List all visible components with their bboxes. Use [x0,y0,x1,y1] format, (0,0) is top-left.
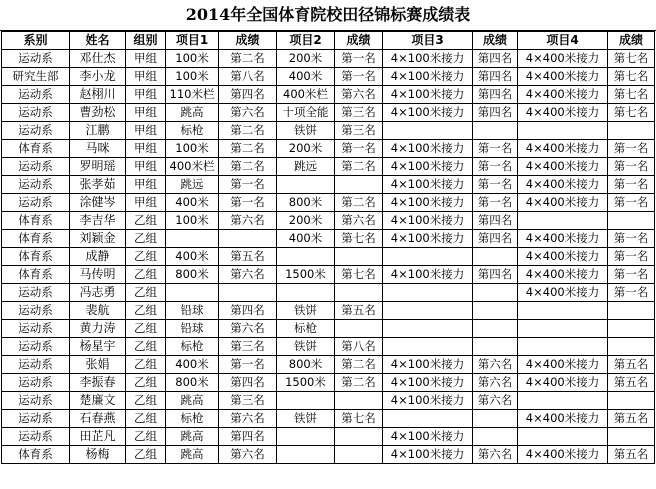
cell-result1: 第五名 [219,248,277,266]
cell-result2: 第一名 [335,68,383,86]
cell-event1: 跳高 [166,104,219,122]
cell-result3 [473,302,518,320]
cell-event4 [518,302,608,320]
cell-name: 黄力涛 [70,320,126,338]
cell-event3: 4×100米接力 [383,176,473,194]
cell-result1: 第四名 [219,86,277,104]
cell-event4: 4×400米接力 [518,356,608,374]
cell-event3 [383,122,473,140]
cell-group: 乙组 [126,374,166,392]
header-group: 组别 [126,32,166,50]
cell-group: 甲组 [126,194,166,212]
cell-name: 江鹏 [70,122,126,140]
cell-result2 [335,248,383,266]
cell-event4: 4×400米接力 [518,158,608,176]
cell-result2: 第七名 [335,266,383,284]
cell-event4: 4×400米接力 [518,194,608,212]
cell-result1: 第四名 [219,374,277,392]
cell-result3: 第四名 [473,212,518,230]
cell-event2: 标枪 [277,320,335,338]
cell-result4: 第一名 [608,284,655,302]
cell-result3: 第六名 [473,374,518,392]
cell-event2 [277,176,335,194]
table-body [2,50,655,464]
cell-event1 [166,230,219,248]
cell-event4 [518,320,608,338]
cell-result2: 第二名 [335,194,383,212]
cell-result2: 第八名 [335,338,383,356]
cell-result1: 第一名 [219,176,277,194]
cell-dept: 运动系 [2,356,70,374]
cell-event4: 4×400米接力 [518,410,608,428]
cell-result2 [335,446,383,464]
cell-event1 [166,284,219,302]
table-row [2,158,655,176]
table-row [2,284,655,302]
cell-name: 冯志勇 [70,284,126,302]
cell-event3: 4×100米接力 [383,140,473,158]
cell-dept: 体育系 [2,212,70,230]
cell-event3: 4×100米接力 [383,68,473,86]
cell-result1: 第六名 [219,104,277,122]
cell-name: 刘颖金 [70,230,126,248]
cell-result3: 第四名 [473,86,518,104]
cell-event3 [383,320,473,338]
cell-name: 楚廉文 [70,392,126,410]
cell-result4 [608,302,655,320]
header-result3: 成绩 [473,32,518,50]
table-row [2,176,655,194]
cell-event1: 跳高 [166,428,219,446]
cell-dept: 运动系 [2,428,70,446]
cell-event3: 4×100米接力 [383,266,473,284]
table-row [2,122,655,140]
cell-event1: 标枪 [166,338,219,356]
results-table [1,31,655,464]
cell-result4 [608,122,655,140]
cell-dept: 研究生部 [2,68,70,86]
table-row [2,212,655,230]
cell-group: 乙组 [126,266,166,284]
cell-event3 [383,410,473,428]
cell-result2: 第二名 [335,374,383,392]
cell-result3: 第一名 [473,140,518,158]
cell-event2 [277,428,335,446]
cell-result1: 第二名 [219,50,277,68]
cell-event3 [383,284,473,302]
table-row [2,356,655,374]
cell-dept: 运动系 [2,194,70,212]
cell-event2: 铁饼 [277,302,335,320]
cell-event3 [383,302,473,320]
cell-event1: 标枪 [166,122,219,140]
cell-event1: 100米 [166,50,219,68]
cell-dept: 体育系 [2,230,70,248]
cell-result3: 第一名 [473,158,518,176]
cell-dept: 体育系 [2,140,70,158]
cell-result3: 第四名 [473,266,518,284]
cell-result2 [335,392,383,410]
cell-dept: 运动系 [2,158,70,176]
table-row [2,410,655,428]
cell-event1: 400米栏 [166,158,219,176]
cell-event4: 4×400米接力 [518,140,608,158]
cell-event2: 800米 [277,194,335,212]
header-event1: 项目1 [166,32,219,50]
cell-event4: 4×400米接力 [518,86,608,104]
cell-dept: 运动系 [2,338,70,356]
cell-result4 [608,212,655,230]
cell-dept: 运动系 [2,320,70,338]
cell-result2: 第一名 [335,140,383,158]
table-row [2,428,655,446]
cell-group: 甲组 [126,158,166,176]
header-event3: 项目3 [383,32,473,50]
cell-event2: 铁饼 [277,338,335,356]
cell-event4: 4×400米接力 [518,374,608,392]
table-row [2,50,655,68]
cell-group: 乙组 [126,410,166,428]
cell-group: 乙组 [126,428,166,446]
table-row [2,320,655,338]
cell-group: 甲组 [126,140,166,158]
cell-result3 [473,248,518,266]
cell-result2: 第二名 [335,356,383,374]
cell-event1: 铅球 [166,302,219,320]
cell-event3: 4×100米接力 [383,446,473,464]
sheet-title: 2014年全国体育院校田径锦标赛成绩表 [0,0,656,31]
cell-event4 [518,428,608,446]
cell-result1: 第三名 [219,392,277,410]
cell-dept: 体育系 [2,266,70,284]
cell-group: 乙组 [126,248,166,266]
cell-dept: 运动系 [2,302,70,320]
cell-event2: 400米栏 [277,86,335,104]
cell-result1: 第四名 [219,428,277,446]
cell-result2 [335,284,383,302]
cell-event4: 4×400米接力 [518,230,608,248]
cell-name: 田芷凡 [70,428,126,446]
cell-result2: 第六名 [335,86,383,104]
cell-name: 裴航 [70,302,126,320]
cell-result3: 第六名 [473,392,518,410]
cell-event2: 1500米 [277,374,335,392]
cell-result1: 第一名 [219,194,277,212]
cell-name: 成静 [70,248,126,266]
cell-group: 乙组 [126,446,166,464]
cell-result3: 第四名 [473,50,518,68]
cell-name: 赵栩川 [70,86,126,104]
cell-event3 [383,338,473,356]
cell-result3 [473,284,518,302]
cell-name: 马传明 [70,266,126,284]
cell-dept: 体育系 [2,446,70,464]
cell-result3: 第六名 [473,446,518,464]
cell-event4: 4×400米接力 [518,266,608,284]
cell-result1: 第八名 [219,68,277,86]
cell-name: 杨星宇 [70,338,126,356]
cell-result4 [608,428,655,446]
cell-result2: 第二名 [335,158,383,176]
table-row [2,140,655,158]
cell-event3: 4×100米接力 [383,86,473,104]
cell-event2: 200米 [277,212,335,230]
cell-event3: 4×100米接力 [383,392,473,410]
cell-result1: 第三名 [219,338,277,356]
cell-name: 李吉华 [70,212,126,230]
cell-event2: 1500米 [277,266,335,284]
cell-dept: 运动系 [2,374,70,392]
cell-result3 [473,338,518,356]
cell-result3: 第四名 [473,230,518,248]
cell-event4: 4×400米接力 [518,248,608,266]
cell-result1: 第一名 [219,356,277,374]
cell-name: 张孝茹 [70,176,126,194]
cell-event3: 4×100米接力 [383,104,473,122]
cell-event4: 4×400米接力 [518,176,608,194]
cell-result4: 第五名 [608,410,655,428]
header-dept: 系别 [2,32,70,50]
cell-event3: 4×100米接力 [383,158,473,176]
cell-event1: 100米 [166,140,219,158]
cell-result4: 第七名 [608,86,655,104]
cell-result1: 第四名 [219,302,277,320]
header-event2: 项目2 [277,32,335,50]
cell-event2: 铁饼 [277,410,335,428]
cell-result3: 第一名 [473,176,518,194]
cell-result1: 第六名 [219,212,277,230]
cell-result4: 第七名 [608,104,655,122]
cell-event3: 4×100米接力 [383,374,473,392]
cell-group: 乙组 [126,212,166,230]
table-row [2,230,655,248]
cell-event2: 跳远 [277,158,335,176]
cell-result4 [608,338,655,356]
cell-result3: 第一名 [473,194,518,212]
cell-result4: 第五名 [608,356,655,374]
cell-event1: 400米 [166,194,219,212]
cell-name: 杨梅 [70,446,126,464]
cell-result2: 第一名 [335,50,383,68]
cell-group: 乙组 [126,230,166,248]
cell-event4 [518,392,608,410]
cell-event2: 400米 [277,68,335,86]
cell-name: 罗明瑶 [70,158,126,176]
cell-result2: 第三名 [335,104,383,122]
header-result4: 成绩 [608,32,655,50]
cell-result3: 第六名 [473,356,518,374]
cell-group: 乙组 [126,338,166,356]
cell-event3: 4×100米接力 [383,212,473,230]
cell-name: 涂健岑 [70,194,126,212]
header-result2: 成绩 [335,32,383,50]
cell-result1 [219,230,277,248]
cell-result2 [335,320,383,338]
cell-event2 [277,284,335,302]
cell-event1: 跳远 [166,176,219,194]
cell-event3: 4×100米接力 [383,230,473,248]
cell-group: 甲组 [126,86,166,104]
cell-event1: 跳高 [166,392,219,410]
cell-group: 乙组 [126,356,166,374]
cell-result3: 第四名 [473,104,518,122]
cell-name: 马咪 [70,140,126,158]
cell-dept: 运动系 [2,50,70,68]
cell-group: 乙组 [126,320,166,338]
table-row [2,302,655,320]
cell-dept: 运动系 [2,86,70,104]
header-result1: 成绩 [219,32,277,50]
cell-event2: 十项全能 [277,104,335,122]
cell-group: 甲组 [126,176,166,194]
table-row [2,86,655,104]
cell-event2 [277,446,335,464]
cell-result2: 第五名 [335,302,383,320]
cell-event4 [518,122,608,140]
cell-event4: 4×400米接力 [518,284,608,302]
cell-name: 曹劲松 [70,104,126,122]
cell-group: 乙组 [126,284,166,302]
cell-event3: 4×100米接力 [383,428,473,446]
cell-event1: 100米 [166,68,219,86]
cell-result4: 第一名 [608,194,655,212]
table-row [2,392,655,410]
cell-event1: 100米 [166,212,219,230]
cell-group: 甲组 [126,50,166,68]
cell-event3: 4×100米接力 [383,50,473,68]
table-row [2,374,655,392]
cell-event2 [277,392,335,410]
cell-result4: 第一名 [608,176,655,194]
cell-event4 [518,212,608,230]
cell-group: 甲组 [126,68,166,86]
cell-name: 邓仕杰 [70,50,126,68]
cell-result3 [473,122,518,140]
cell-result4 [608,392,655,410]
cell-result4: 第一名 [608,248,655,266]
cell-event4: 4×400米接力 [518,50,608,68]
cell-result4: 第五名 [608,446,655,464]
cell-name: 张娟 [70,356,126,374]
cell-name: 石春燕 [70,410,126,428]
cell-event2: 铁饼 [277,122,335,140]
cell-result4: 第一名 [608,266,655,284]
cell-result2: 第七名 [335,230,383,248]
cell-result3 [473,320,518,338]
cell-result4: 第一名 [608,158,655,176]
cell-result1: 第六名 [219,446,277,464]
table-row [2,266,655,284]
cell-result4: 第七名 [608,50,655,68]
cell-dept: 运动系 [2,410,70,428]
cell-group: 乙组 [126,392,166,410]
cell-result4: 第五名 [608,374,655,392]
cell-result2: 第六名 [335,212,383,230]
cell-event4: 4×400米接力 [518,104,608,122]
cell-dept: 运动系 [2,176,70,194]
cell-result1: 第二名 [219,158,277,176]
cell-event2: 800米 [277,356,335,374]
cell-event1: 110米栏 [166,86,219,104]
table-row [2,248,655,266]
header-event4: 项目4 [518,32,608,50]
cell-event2: 200米 [277,140,335,158]
cell-event1: 400米 [166,248,219,266]
cell-result4: 第七名 [608,68,655,86]
table-row [2,104,655,122]
cell-result4: 第一名 [608,140,655,158]
cell-event1: 铅球 [166,320,219,338]
cell-result3 [473,428,518,446]
cell-name: 李小龙 [70,68,126,86]
cell-event1: 400米 [166,356,219,374]
cell-dept: 运动系 [2,392,70,410]
cell-result3 [473,410,518,428]
cell-event4 [518,338,608,356]
cell-event3 [383,248,473,266]
cell-result2: 第三名 [335,122,383,140]
table-row [2,338,655,356]
cell-group: 甲组 [126,122,166,140]
cell-event2: 200米 [277,50,335,68]
header-row [2,32,655,50]
cell-group: 乙组 [126,302,166,320]
table-row [2,446,655,464]
cell-dept: 运动系 [2,284,70,302]
table-row [2,68,655,86]
cell-dept: 体育系 [2,248,70,266]
cell-result1: 第二名 [219,140,277,158]
cell-name: 李振春 [70,374,126,392]
cell-event4: 4×400米接力 [518,446,608,464]
cell-result1: 第六名 [219,410,277,428]
cell-dept: 运动系 [2,104,70,122]
cell-group: 甲组 [126,104,166,122]
table-row [2,194,655,212]
cell-event1: 标枪 [166,410,219,428]
cell-result1: 第六名 [219,266,277,284]
cell-result4: 第一名 [608,230,655,248]
cell-result2 [335,176,383,194]
cell-result3: 第四名 [473,68,518,86]
cell-event1: 800米 [166,266,219,284]
cell-dept: 运动系 [2,122,70,140]
cell-result2: 第七名 [335,410,383,428]
cell-result1: 第六名 [219,320,277,338]
cell-event3: 4×100米接力 [383,194,473,212]
cell-event4: 4×400米接力 [518,68,608,86]
cell-event3: 4×100米接力 [383,356,473,374]
header-name: 姓名 [70,32,126,50]
cell-event1: 跳高 [166,446,219,464]
cell-event2: 400米 [277,230,335,248]
cell-event2 [277,248,335,266]
cell-result4 [608,320,655,338]
cell-event1: 800米 [166,374,219,392]
cell-result1 [219,284,277,302]
cell-result1: 第二名 [219,122,277,140]
cell-result2 [335,428,383,446]
